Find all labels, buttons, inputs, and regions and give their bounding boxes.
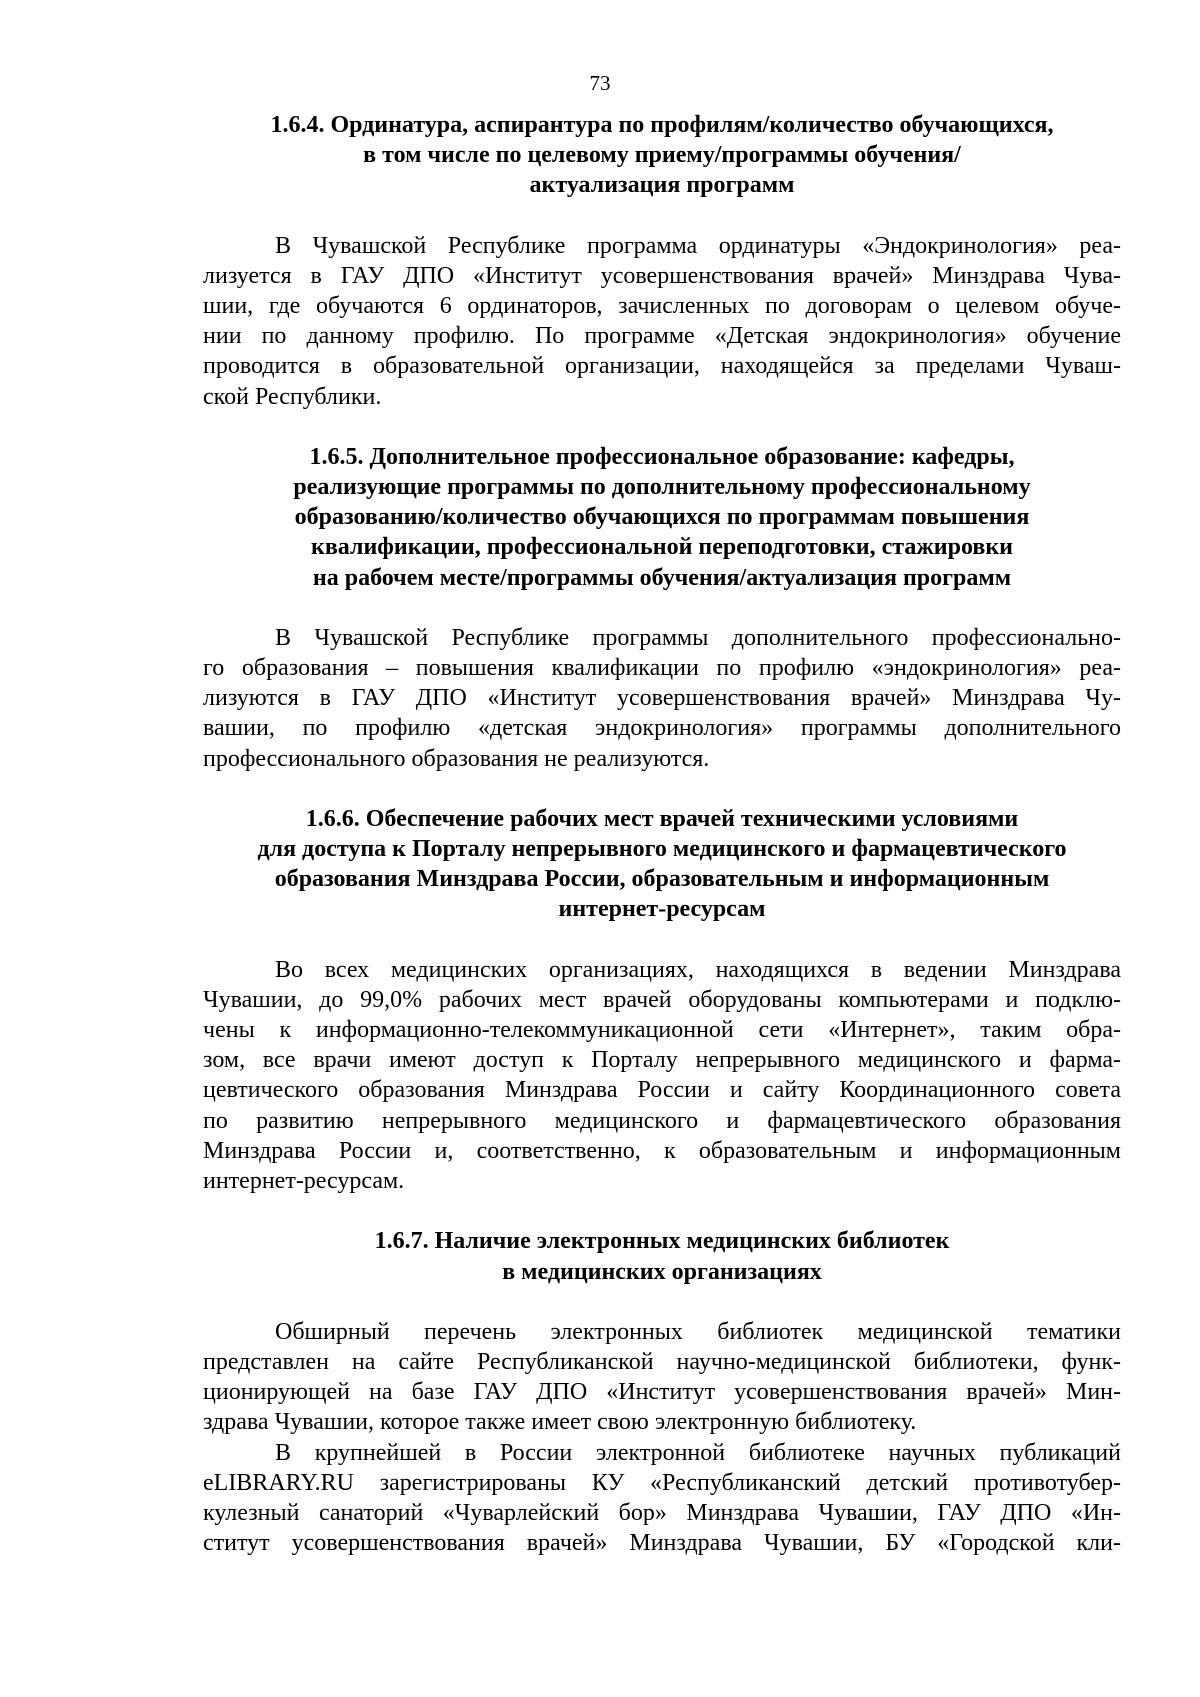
section-heading-1-6-7 (203, 1226, 1121, 1286)
section-heading-1-6-5 (203, 442, 1121, 593)
text-line: ционирующей на базе ГАУ ДПО «Институт усовершенствования врачей» Мин- (203, 1379, 1121, 1406)
text-line: кулезный санаторий «Чуварлейский бор» Минздрава Чувашии, ГАУ ДПО «Ин- (203, 1499, 1121, 1526)
heading-line: образования Минздрава России, образовательным и информационным (274, 866, 1050, 893)
text-line: лизуется в ГАУ ДПО «Институт усовершенствования врачей» Минздрава Чува- (203, 262, 1121, 289)
heading-line: актуализация программ (529, 172, 795, 199)
text-line: Во всех медицинских организациях, находящихся в ведении Минздрава (275, 956, 1121, 983)
text-line: профессионального образования не реализуются. (203, 745, 710, 772)
heading-line: 1.6.5. Дополнительное профессиональное образование: кафедры, (309, 443, 1015, 470)
text-line: чены к информационно-телекоммуникационной сети «Интернет», таким обра- (203, 1017, 1121, 1044)
text-line: проводится в образовательной организации, находящейся за пределами Чуваш- (203, 353, 1121, 380)
text-line: ской Республики. (203, 383, 382, 410)
text-line: представлен на сайте Республиканской научно-медицинской библиотеки, функ- (203, 1348, 1121, 1375)
text-line: интернет-ресурсам. (203, 1168, 405, 1195)
text-line: го образования – повышения квалификации по профилю «эндокринология» реа- (203, 655, 1121, 682)
section-heading-1-6-6 (203, 804, 1121, 925)
text-line: Минздрава России и, соответственно, к образовательным и информационным (203, 1137, 1121, 1164)
paragraph (203, 1317, 1121, 1438)
heading-line: реализующие программы по дополнительному профессиональному (293, 474, 1031, 501)
heading-line: на рабочем месте/программы обучения/актуализация программ (312, 564, 1012, 591)
text-line: цевтического образования Минздрава России и сайту Координационного совета (203, 1077, 1121, 1104)
heading-line: в медицинских организациях (502, 1258, 822, 1285)
text-line: eLIBRARY.RU зарегистрированы КУ «Республиканский детский противотубер- (203, 1469, 1121, 1496)
text-line: вашии, по профилю «детская эндокринология» программы дополнительного (203, 715, 1121, 742)
text-line: здрава Чувашии, которое также имеет свою электронную библиотеку. (203, 1409, 917, 1436)
section-heading-1-6-4 (203, 110, 1121, 201)
heading-line: в том числе по целевому приему/программы обучения/ (363, 142, 961, 169)
heading-line: интернет-ресурсам (558, 896, 766, 923)
text-line: зом, все врачи имеют доступ к Порталу непрерывного медицинского и фарма- (203, 1047, 1121, 1074)
text-line: В крупнейшей в России электронной библиотеке научных публикаций (275, 1439, 1121, 1466)
text-line: ститут усовершенствования врачей» Минздрава Чувашии, БУ «Городской кли- (203, 1530, 1121, 1557)
paragraph (203, 623, 1121, 774)
text-line: шии, где обучаются 6 ординаторов, зачисленных по договорам о целевом обуче- (203, 293, 1121, 320)
paragraph (203, 955, 1121, 1197)
text-line: нии по данному профилю. По программе «Детская эндокринология» обучение (203, 323, 1121, 350)
text-line: по развитию непрерывного медицинского и фармацевтического образования (203, 1107, 1121, 1134)
text-line: Обширный перечень электронных библиотек медицинской тематики (275, 1318, 1121, 1345)
text-line: лизуются в ГАУ ДПО «Институт усовершенствования врачей» Минздрава Чу- (203, 685, 1121, 712)
heading-line: 1.6.7. Наличие электронных медицинских библиотек (374, 1228, 950, 1255)
paragraph (203, 1438, 1121, 1559)
text-line: В Чувашской Республике программы дополнительного профессионально- (275, 624, 1121, 651)
paragraph (203, 231, 1121, 412)
heading-line: 1.6.6. Обеспечение рабочих мест врачей техническими условиями (305, 805, 1019, 832)
document-body (203, 110, 1121, 1558)
page-number: 73 (589, 71, 611, 95)
heading-line: для доступа к Порталу непрерывного медицинского и фармацевтического (257, 836, 1067, 863)
text-line: Чувашии, до 99,0% рабочих мест врачей оборудованы компьютерами и подклю- (203, 986, 1121, 1013)
heading-line: 1.6.4. Ординатура, аспирантура по профилям/количество обучающихся, (270, 112, 1054, 138)
text-line: В Чувашской Республике программа ординатуры «Эндокринология» реа- (275, 232, 1121, 259)
heading-line: образованию/количество обучающихся по программам повышения (294, 504, 1030, 531)
heading-line: квалификации, профессиональной переподготовки, стажировки (311, 534, 1013, 561)
